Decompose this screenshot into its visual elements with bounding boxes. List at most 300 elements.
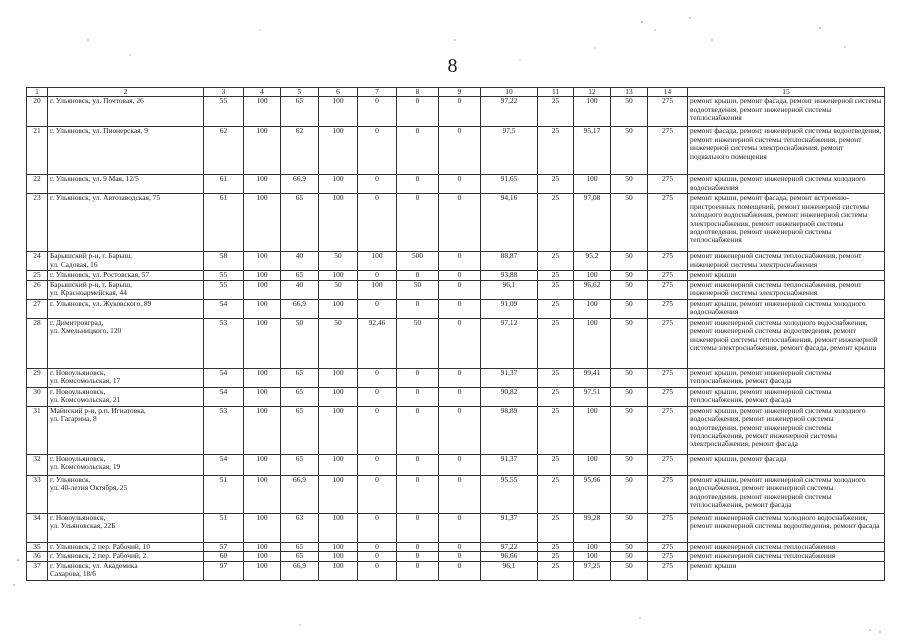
table-row: [27, 97, 885, 127]
value-cell-col-10: 96,66: [481, 552, 538, 561]
value-cell-col-14: 275: [648, 194, 688, 252]
value-cell-col-11: 25: [538, 252, 574, 271]
value-cell-col-7: 100: [358, 280, 397, 299]
address-line: ул. Садовая, 16: [50, 259, 98, 269]
address-line: ул. Красноармейская, 44: [50, 288, 127, 298]
works-description-cell: ремонт крыши, ремонт фасада: [688, 454, 885, 475]
value-cell-col-11: 25: [538, 280, 574, 299]
value-cell-col-5: 66,9: [281, 175, 319, 194]
value-cell-col-14: 275: [648, 561, 688, 580]
column-header-10: 10: [481, 88, 538, 97]
value-cell-col-12: 100: [574, 454, 611, 475]
value-cell-col-13: 50: [611, 280, 648, 299]
works-description-cell: ремонт инженерной системы теплоснабжения, ремонт инженерной системы электроснабжения: [688, 252, 885, 271]
works-description-cell: ремонт крыши, ремонт фасада, ремонт встроенно-пристроенных помещений, ремонт инженерной системы холодного водоснабжения, ремонт инженерной системы электроснабжения, ремонт инженерной системы водоотведения, ремонт инженерной системы теплоснабжения: [688, 194, 885, 252]
value-cell-col-3: 62: [204, 127, 244, 175]
value-cell-col-10: 96,1: [481, 561, 538, 580]
address-cell: [48, 513, 204, 542]
column-header-9: 9: [439, 88, 481, 97]
value-cell-col-3: 51: [204, 513, 244, 542]
value-cell-col-11: 25: [538, 175, 574, 194]
address-line: ул. 40-летия Октября, 25: [50, 483, 128, 493]
value-cell-col-6: 100: [319, 406, 358, 454]
table-row: [27, 406, 885, 454]
value-cell-col-4: 100: [244, 552, 281, 561]
value-cell-col-3: 54: [204, 368, 244, 387]
address-line: Барышский р-н, г. Барыш,: [50, 280, 132, 289]
value-cell-col-11: 25: [538, 271, 574, 280]
works-description-cell: ремонт крыши, ремонт инженерной системы теплоснабжения, ремонт фасада: [688, 387, 885, 406]
value-cell-col-14: 275: [648, 280, 688, 299]
value-cell-col-14: 275: [648, 97, 688, 127]
value-cell-col-5: 50: [281, 318, 319, 368]
value-cell-col-14: 275: [648, 175, 688, 194]
table-row: [27, 513, 885, 542]
value-cell-col-7: 0: [358, 299, 397, 318]
works-description-cell: ремонт крыши: [688, 561, 885, 580]
value-cell-col-13: 50: [611, 194, 648, 252]
register-table: [26, 87, 885, 581]
column-header-13: 13: [611, 88, 648, 97]
value-cell-col-9: 0: [439, 299, 481, 318]
value-cell-col-9: 0: [439, 97, 481, 127]
value-cell-col-10: 97,22: [481, 97, 538, 127]
value-cell-col-10: 88,87: [481, 252, 538, 271]
value-cell-col-5: 65: [281, 368, 319, 387]
value-cell-col-9: 0: [439, 280, 481, 299]
value-cell-col-10: 91,37: [481, 454, 538, 475]
value-cell-col-6: 100: [319, 299, 358, 318]
works-description-cell: ремонт инженерной системы холодного водоснабжения, ремонт инженерной системы водоотведения, ремонт фасада: [688, 513, 885, 542]
value-cell-col-9: 0: [439, 454, 481, 475]
address-line: г. Новоульяновск,: [50, 454, 106, 463]
value-cell-col-11: 25: [538, 127, 574, 175]
value-cell-col-8: 0: [397, 513, 439, 542]
value-cell-col-10: 97,5: [481, 127, 538, 175]
table-row: [27, 542, 885, 551]
row-number-cell: 23: [27, 194, 48, 252]
address-cell: [48, 252, 204, 271]
value-cell-col-9: 0: [439, 406, 481, 454]
value-cell-col-5: 65: [281, 454, 319, 475]
address-cell: [48, 318, 204, 368]
value-cell-col-3: 54: [204, 454, 244, 475]
value-cell-col-8: 0: [397, 368, 439, 387]
value-cell-col-7: 0: [358, 368, 397, 387]
address-line: г. Ульяновск, ул. Ростовская, 57: [50, 270, 150, 280]
value-cell-col-4: 100: [244, 194, 281, 252]
value-cell-col-12: 97,51: [574, 387, 611, 406]
works-description-cell: ремонт крыши, ремонт инженерной системы холодного водоснабжения, ремонт инженерной системы водоотведения, ремонт инженерной системы теплоснабжения, ремонт фасада: [688, 475, 885, 513]
column-header-12: 12: [574, 88, 611, 97]
value-cell-col-12: 99,41: [574, 368, 611, 387]
value-cell-col-10: 95,55: [481, 475, 538, 513]
value-cell-col-6: 100: [319, 97, 358, 127]
row-number-cell: 27: [27, 299, 48, 318]
value-cell-col-4: 100: [244, 97, 281, 127]
value-cell-col-4: 100: [244, 475, 281, 513]
value-cell-col-6: 50: [319, 280, 358, 299]
address-line: г. Ульяновск, ул. Академика: [50, 561, 138, 570]
address-cell: [48, 454, 204, 475]
works-description-cell: ремонт инженерной системы холодного водоснабжения, ремонт инженерной системы водоотведения, ремонт инженерной системы теплоснабжения, ремонт инженерной системы электроснабжения, ремонт фасада, ремонт крыши: [688, 318, 885, 368]
value-cell-col-13: 50: [611, 271, 648, 280]
value-cell-col-11: 25: [538, 561, 574, 580]
address-line: Майнский р-н, р.п. Игнатовка,: [50, 406, 146, 415]
value-cell-col-3: 55: [204, 280, 244, 299]
row-number-cell: 31: [27, 406, 48, 454]
value-cell-col-11: 25: [538, 368, 574, 387]
value-cell-col-8: 0: [397, 271, 439, 280]
address-line: ул. Ульяновская, 22Б: [50, 521, 116, 531]
value-cell-col-5: 65: [281, 552, 319, 561]
value-cell-col-12: 95,17: [574, 127, 611, 175]
column-header-4: 4: [244, 88, 281, 97]
value-cell-col-3: 53: [204, 406, 244, 454]
value-cell-col-3: 51: [204, 475, 244, 513]
value-cell-col-8: 0: [397, 194, 439, 252]
value-cell-col-8: 0: [397, 406, 439, 454]
table-row: [27, 318, 885, 368]
row-number-cell: 20: [27, 97, 48, 127]
value-cell-col-11: 25: [538, 513, 574, 542]
value-cell-col-14: 275: [648, 127, 688, 175]
value-cell-col-10: 91,09: [481, 299, 538, 318]
value-cell-col-4: 100: [244, 513, 281, 542]
value-cell-col-13: 50: [611, 175, 648, 194]
value-cell-col-12: 100: [574, 406, 611, 454]
value-cell-col-5: 63: [281, 513, 319, 542]
value-cell-col-8: 0: [397, 299, 439, 318]
value-cell-col-7: 0: [358, 406, 397, 454]
value-cell-col-9: 0: [439, 127, 481, 175]
table-row: [27, 194, 885, 252]
value-cell-col-11: 25: [538, 406, 574, 454]
value-cell-col-6: 100: [319, 475, 358, 513]
value-cell-col-4: 100: [244, 561, 281, 580]
value-cell-col-14: 275: [648, 475, 688, 513]
value-cell-col-6: 100: [319, 561, 358, 580]
value-cell-col-14: 275: [648, 387, 688, 406]
value-cell-col-7: 0: [358, 387, 397, 406]
value-cell-col-11: 25: [538, 299, 574, 318]
row-number-cell: 24: [27, 252, 48, 271]
value-cell-col-6: 100: [319, 127, 358, 175]
row-number-cell: 37: [27, 561, 48, 580]
table-row: [27, 368, 885, 387]
value-cell-col-14: 275: [648, 542, 688, 551]
row-number-cell: 35: [27, 542, 48, 551]
address-line: г. Новоульяновск,: [50, 513, 106, 522]
value-cell-col-12: 100: [574, 318, 611, 368]
value-cell-col-8: 0: [397, 542, 439, 551]
address-line: г. Ульяновск, ул. Пионерская, 9: [50, 126, 148, 136]
row-number-cell: 33: [27, 475, 48, 513]
address-cell: [48, 97, 204, 127]
column-header-15: 15: [688, 88, 885, 97]
value-cell-col-11: 25: [538, 542, 574, 551]
value-cell-col-7: 0: [358, 97, 397, 127]
value-cell-col-10: 97,12: [481, 318, 538, 368]
address-cell: [48, 280, 204, 299]
address-cell: [48, 299, 204, 318]
row-number-cell: 32: [27, 454, 48, 475]
address-cell: [48, 194, 204, 252]
value-cell-col-4: 100: [244, 127, 281, 175]
row-number-cell: 26: [27, 280, 48, 299]
value-cell-col-3: 54: [204, 387, 244, 406]
table-row: [27, 561, 885, 580]
column-header-8: 8: [397, 88, 439, 97]
value-cell-col-12: 95,2: [574, 252, 611, 271]
value-cell-col-6: 100: [319, 175, 358, 194]
value-cell-col-12: 100: [574, 552, 611, 561]
value-cell-col-14: 275: [648, 406, 688, 454]
value-cell-col-14: 275: [648, 318, 688, 368]
value-cell-col-13: 50: [611, 552, 648, 561]
address-line: ул. Комсомольская, 19: [50, 462, 121, 472]
works-description-cell: ремонт инженерной системы теплоснабжения: [688, 542, 885, 551]
value-cell-col-7: 0: [358, 454, 397, 475]
value-cell-col-7: 0: [358, 194, 397, 252]
column-header-14: 14: [648, 88, 688, 97]
table-row: [27, 387, 885, 406]
value-cell-col-9: 0: [439, 542, 481, 551]
table-row: [27, 299, 885, 318]
value-cell-col-10: 91,37: [481, 368, 538, 387]
value-cell-col-7: 0: [358, 127, 397, 175]
value-cell-col-12: 100: [574, 175, 611, 194]
value-cell-col-13: 50: [611, 542, 648, 551]
value-cell-col-8: 500: [397, 252, 439, 271]
table-row: [27, 271, 885, 280]
value-cell-col-5: 40: [281, 280, 319, 299]
address-cell: [48, 368, 204, 387]
column-header-2: 2: [48, 88, 204, 97]
column-header-5: 5: [281, 88, 319, 97]
value-cell-col-13: 50: [611, 454, 648, 475]
address-cell: [48, 561, 204, 580]
value-cell-col-4: 100: [244, 454, 281, 475]
page-number: 8: [447, 55, 458, 77]
value-cell-col-12: 100: [574, 97, 611, 127]
address-line: г. Новоульяновск,: [50, 368, 106, 377]
value-cell-col-5: 65: [281, 194, 319, 252]
table-body: [27, 97, 885, 580]
value-cell-col-13: 50: [611, 368, 648, 387]
value-cell-col-5: 65: [281, 271, 319, 280]
value-cell-col-11: 25: [538, 97, 574, 127]
address-cell: [48, 271, 204, 280]
value-cell-col-4: 100: [244, 175, 281, 194]
works-description-cell: ремонт фасада, ремонт инженерной системы водоотведения, ремонт инженерной системы теплоснабжения, ремонт инженерной системы электроснабжения, ремонт подвального помещения: [688, 127, 885, 175]
value-cell-col-5: 66,9: [281, 561, 319, 580]
works-description-cell: ремонт крыши, ремонт инженерной системы холодного водоснабжения: [688, 299, 885, 318]
address-cell: [48, 127, 204, 175]
value-cell-col-13: 50: [611, 475, 648, 513]
value-cell-col-5: 40: [281, 252, 319, 271]
value-cell-col-9: 0: [439, 368, 481, 387]
table-row: [27, 454, 885, 475]
value-cell-col-14: 275: [648, 252, 688, 271]
value-cell-col-10: 91,37: [481, 513, 538, 542]
value-cell-col-8: 0: [397, 127, 439, 175]
value-cell-col-3: 97: [204, 561, 244, 580]
value-cell-col-3: 57: [204, 542, 244, 551]
address-line: г. Ульяновск, 2 пер. Рабочий, 10: [50, 542, 150, 551]
table-row: [27, 475, 885, 513]
row-number-cell: 28: [27, 318, 48, 368]
value-cell-col-13: 50: [611, 127, 648, 175]
row-number-cell: 36: [27, 552, 48, 561]
works-description-cell: ремонт крыши, ремонт фасада, ремонт инженерной системы водоотведения, ремонт инженерной системы теплоснабжения: [688, 97, 885, 127]
value-cell-col-14: 275: [648, 271, 688, 280]
value-cell-col-3: 54: [204, 299, 244, 318]
address-line: ул. Хмельницкого, 120: [50, 326, 122, 336]
value-cell-col-11: 25: [538, 475, 574, 513]
value-cell-col-6: 50: [319, 252, 358, 271]
value-cell-col-14: 275: [648, 552, 688, 561]
value-cell-col-7: 0: [358, 561, 397, 580]
column-header-3: 3: [204, 88, 244, 97]
value-cell-col-9: 0: [439, 561, 481, 580]
value-cell-col-6: 100: [319, 513, 358, 542]
value-cell-col-7: 0: [358, 475, 397, 513]
value-cell-col-8: 50: [397, 318, 439, 368]
value-cell-col-14: 275: [648, 299, 688, 318]
value-cell-col-8: 0: [397, 97, 439, 127]
value-cell-col-8: 0: [397, 454, 439, 475]
value-cell-col-13: 50: [611, 318, 648, 368]
table-row: [27, 127, 885, 175]
value-cell-col-11: 25: [538, 552, 574, 561]
value-cell-col-4: 100: [244, 280, 281, 299]
works-description-cell: ремонт инженерной системы теплоснабжения: [688, 552, 885, 561]
value-cell-col-7: 0: [358, 175, 397, 194]
value-cell-col-13: 50: [611, 252, 648, 271]
value-cell-col-6: 100: [319, 194, 358, 252]
value-cell-col-9: 0: [439, 387, 481, 406]
value-cell-col-13: 50: [611, 97, 648, 127]
value-cell-col-10: 91,65: [481, 175, 538, 194]
address-cell: [48, 552, 204, 561]
value-cell-col-14: 275: [648, 513, 688, 542]
address-cell: [48, 475, 204, 513]
value-cell-col-8: 0: [397, 552, 439, 561]
value-cell-col-9: 0: [439, 175, 481, 194]
value-cell-col-11: 25: [538, 454, 574, 475]
value-cell-col-12: 97,08: [574, 194, 611, 252]
value-cell-col-7: 100: [358, 252, 397, 271]
address-line: г. Ульяновск, 2 пер. Рабочий, 2: [50, 551, 147, 561]
value-cell-col-5: 65: [281, 387, 319, 406]
header-row: [27, 88, 885, 97]
value-cell-col-7: 0: [358, 552, 397, 561]
value-cell-col-7: 0: [358, 513, 397, 542]
value-cell-col-12: 99,28: [574, 513, 611, 542]
works-description-cell: ремонт крыши, ремонт инженерной системы холодного водоснабжения: [688, 175, 885, 194]
address-line: г. Димитровград,: [50, 318, 104, 327]
value-cell-col-4: 100: [244, 271, 281, 280]
value-cell-col-11: 25: [538, 318, 574, 368]
register-table-container: [26, 87, 884, 581]
value-cell-col-4: 100: [244, 299, 281, 318]
value-cell-col-4: 100: [244, 318, 281, 368]
table-row: [27, 175, 885, 194]
column-header-1: 1: [27, 88, 48, 97]
row-number-cell: 29: [27, 368, 48, 387]
value-cell-col-8: 0: [397, 175, 439, 194]
value-cell-col-7: 0: [358, 542, 397, 551]
address-cell: [48, 387, 204, 406]
value-cell-col-9: 0: [439, 513, 481, 542]
row-number-cell: 25: [27, 271, 48, 280]
value-cell-col-13: 50: [611, 299, 648, 318]
value-cell-col-10: 98,89: [481, 406, 538, 454]
works-description-cell: ремонт крыши, ремонт инженерной системы теплоснабжения, ремонт фасада: [688, 368, 885, 387]
address-line: Сахарова, 18/6: [50, 569, 96, 579]
value-cell-col-5: 62: [281, 127, 319, 175]
value-cell-col-9: 0: [439, 271, 481, 280]
column-header-7: 7: [358, 88, 397, 97]
value-cell-col-12: 100: [574, 542, 611, 551]
address-line: г. Ульяновск, ул. Жуковского, 89: [50, 299, 152, 308]
value-cell-col-10: 96,1: [481, 280, 538, 299]
value-cell-col-9: 0: [439, 552, 481, 561]
value-cell-col-12: 100: [574, 271, 611, 280]
table-row: [27, 552, 885, 561]
row-number-cell: 30: [27, 387, 48, 406]
value-cell-col-3: 53: [204, 318, 244, 368]
column-header-6: 6: [319, 88, 358, 97]
address-line: г. Новоульяновск,: [50, 387, 106, 396]
value-cell-col-4: 100: [244, 387, 281, 406]
address-cell: [48, 175, 204, 194]
value-cell-col-9: 0: [439, 194, 481, 252]
value-cell-col-3: 60: [204, 552, 244, 561]
value-cell-col-7: 0: [358, 271, 397, 280]
works-description-cell: ремонт крыши: [688, 271, 885, 280]
value-cell-col-8: 0: [397, 387, 439, 406]
value-cell-col-11: 25: [538, 194, 574, 252]
works-description-cell: ремонт крыши, ремонт инженерной системы холодного водоснабжения, ремонт инженерной системы водоотведения, ремонт инженерной системы теплоснабжения, ремонт инженерной системы электроснабжения, ремонт фасада: [688, 406, 885, 454]
value-cell-col-4: 100: [244, 252, 281, 271]
value-cell-col-12: 95,66: [574, 475, 611, 513]
value-cell-col-10: 93,88: [481, 271, 538, 280]
value-cell-col-5: 65: [281, 406, 319, 454]
value-cell-col-14: 275: [648, 454, 688, 475]
value-cell-col-8: 0: [397, 561, 439, 580]
address-cell: [48, 542, 204, 551]
value-cell-col-12: 97,25: [574, 561, 611, 580]
value-cell-col-13: 50: [611, 406, 648, 454]
address-line: ул. Комсомольская, 17: [50, 376, 121, 386]
value-cell-col-3: 55: [204, 271, 244, 280]
value-cell-col-10: 94,16: [481, 194, 538, 252]
value-cell-col-13: 50: [611, 387, 648, 406]
value-cell-col-13: 50: [611, 561, 648, 580]
value-cell-col-4: 100: [244, 406, 281, 454]
value-cell-col-9: 0: [439, 475, 481, 513]
address-line: Барышский р-н, г. Барыш,: [50, 251, 132, 261]
value-cell-col-4: 100: [244, 368, 281, 387]
value-cell-col-6: 100: [319, 542, 358, 551]
value-cell-col-6: 50: [319, 318, 358, 368]
row-number-cell: 22: [27, 175, 48, 194]
value-cell-col-5: 66,9: [281, 299, 319, 318]
address-line: г. Ульяновск,: [50, 475, 91, 484]
value-cell-col-12: 100: [574, 299, 611, 318]
